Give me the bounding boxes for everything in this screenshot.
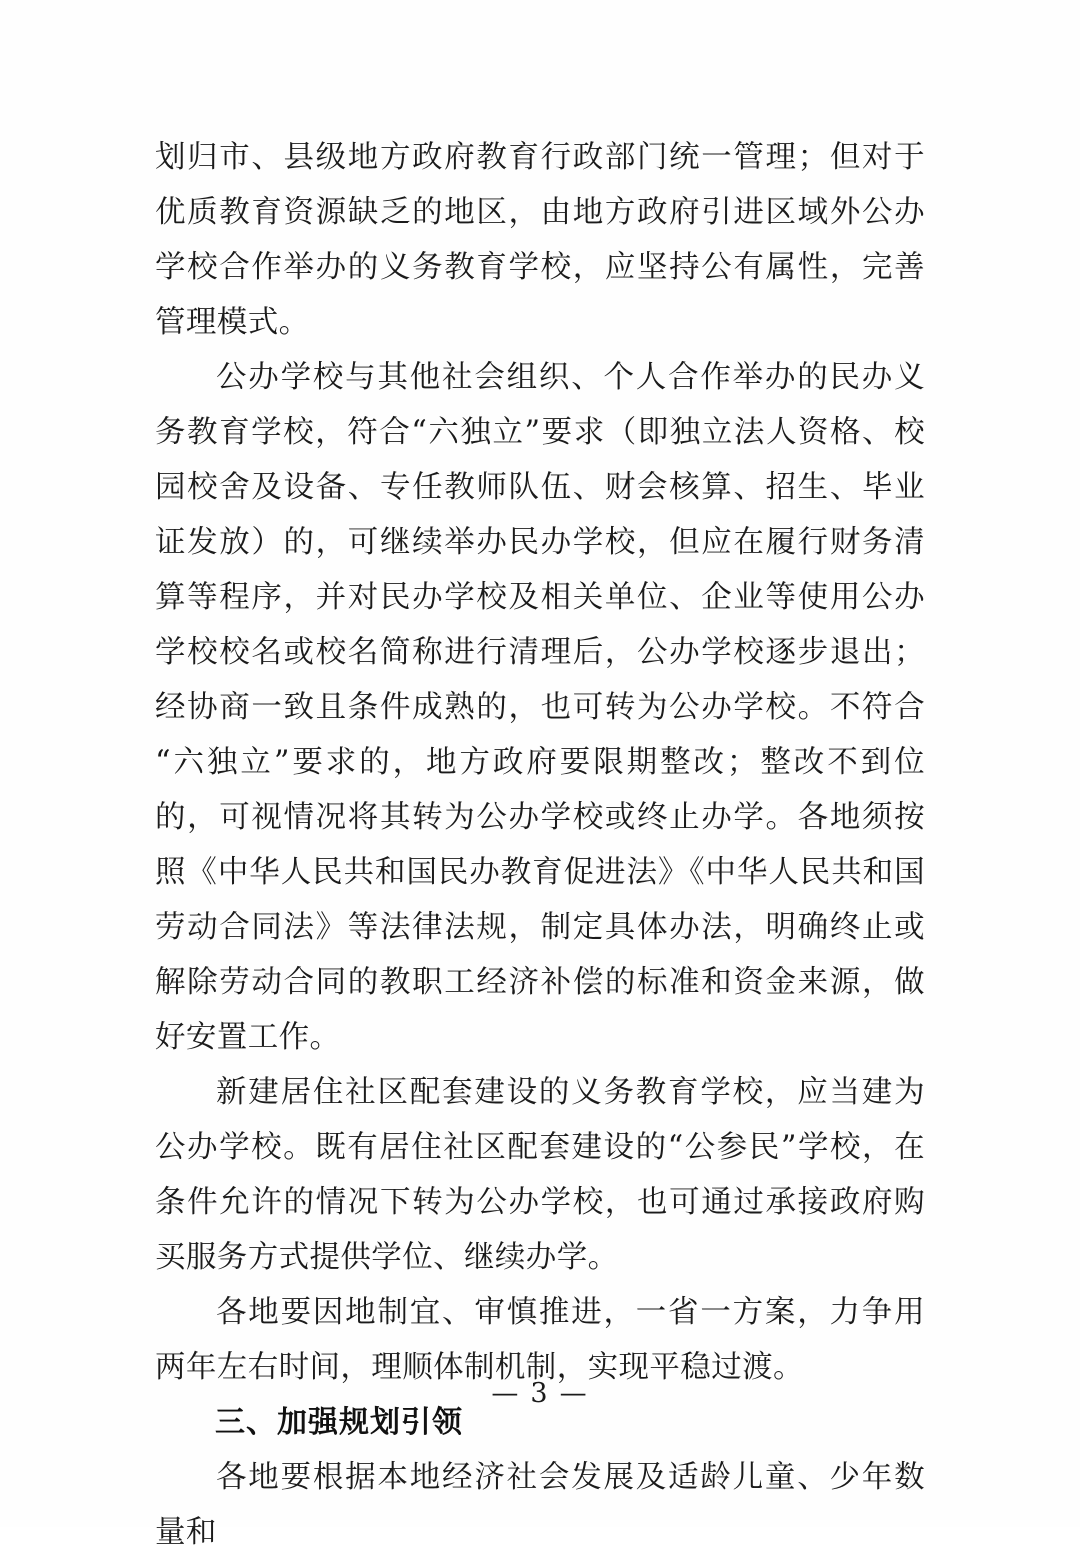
document-body xyxy=(155,130,925,1560)
paragraph-local-implementation: 各地要因地制宜、审慎推进，一省一方案，力争用两年左右时间，理顺体制机制，实现平稳过渡。 xyxy=(155,1295,925,1385)
page-number-value: 3 xyxy=(530,1378,550,1409)
section-heading-three: 三、加强规划引领 xyxy=(215,1405,463,1440)
paragraph-new-community-schools: 新建居住社区配套建设的义务教育学校，应当建为公办学校。既有居住社区配套建设的“公参民”学校，在条件允许的情况下转为公办学校，也可通过承接政府购买服务方式提供学位、继续办学。 xyxy=(155,1075,925,1275)
paragraph-planning-intro: 各地要根据本地经济社会发展及适龄儿童、少年数量和 xyxy=(155,1460,925,1550)
page-number-dash-right: — xyxy=(559,1378,589,1409)
page-number xyxy=(0,1378,1080,1409)
paragraph-continuation: 划归市、县级地方政府教育行政部门统一管理；但对于优质教育资源缺乏的地区，由地方政府引进区域外公办学校合作举办的义务教育学校，应坚持公有属性，完善管理模式。 xyxy=(155,140,925,340)
paragraph-public-private-schools: 公办学校与其他社会组织、个人合作举办的民办义务教育学校，符合“六独立”要求（即独立法人资格、校园校舍及设备、专任教师队伍、财会核算、招生、毕业证发放）的，可继续举办民办学校，但应在履行财务清算等程序，并对民办学校及相关单位、企业等使用公办学校校名或校名简称进行清理后，公办学校逐步退出；经协商一致且条件成熟的，也可转为公办学校。不符合“六独立”要求的，地方政府要限期整改；整改不到位的，可视情况将其转为公办学校或终止办学。各地须按照《中华人民共和国民办教育促进法》《中华人民共和国劳动合同法》等法律法规，制定具体办法，明确终止或解除劳动合同的教职工经济补偿的标准和资金来源，做好安置工作。 xyxy=(155,360,925,1055)
page-number-dash-left: — xyxy=(491,1378,521,1409)
